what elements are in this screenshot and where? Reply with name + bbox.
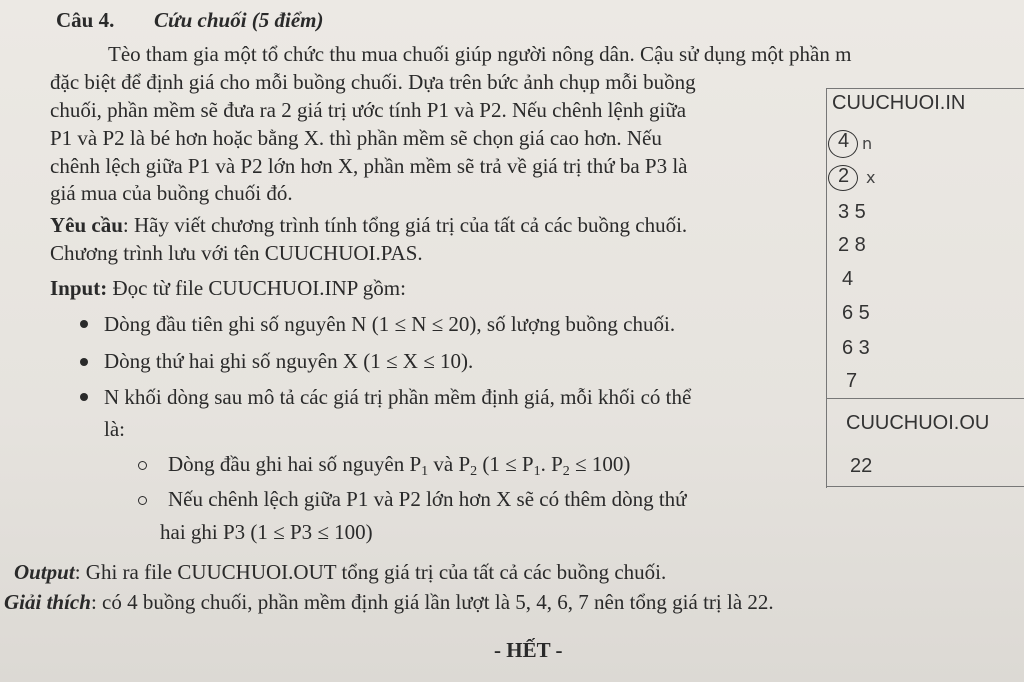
input-line — [50, 276, 406, 300]
sample-output-header: CUUCHUOI.OU — [846, 412, 990, 434]
sample-input-line: 2 — [838, 165, 850, 187]
sub-bullet-1-text-b: và P — [428, 452, 471, 476]
requirement-line-1 — [50, 213, 687, 237]
output-text: : Ghi ra file CUUCHUOI.OUT tổng giá trị của tất cả các buồng chuối. — [74, 560, 667, 584]
bullet-dot — [80, 358, 88, 366]
table-top-rule — [826, 88, 1024, 89]
bullet-dot — [80, 393, 88, 401]
handwritten-circle — [828, 165, 858, 191]
sample-input-line: 6 5 — [842, 302, 870, 324]
input-label: Input: — [50, 276, 108, 300]
sample-input-header: CUUCHUOI.IN — [832, 92, 966, 114]
requirement-label: Yêu cầu — [50, 213, 123, 237]
question-title: Cứu chuối (5 điểm) — [154, 8, 324, 32]
subscript: 2 — [470, 464, 478, 479]
sample-output-line: 22 — [850, 455, 873, 477]
output-line — [14, 560, 666, 584]
handwritten-circle — [828, 130, 858, 158]
sample-input-line: 4 — [838, 130, 850, 152]
sub-bullet-1-text-e: ≤ 100) — [569, 452, 631, 476]
requirement-text: : Hãy viết chương trình tính tổng giá trị của tất cả các buồng chuối. — [122, 213, 688, 237]
question-number: Câu 4. — [56, 8, 115, 32]
input-text: Đọc từ file CUUCHUOI.INP gồm: — [107, 276, 406, 300]
requirement-line-2: Chương trình lưu với tên CUUCHUOI.PAS. — [50, 241, 423, 265]
end-marker: - HẾT - — [494, 638, 563, 662]
bullet-3-line-2: là: — [104, 417, 125, 441]
bullet-dot — [80, 320, 88, 328]
sub-bullet-2-line-2: hai ghi P3 (1 ≤ P3 ≤ 100) — [160, 520, 373, 544]
handwritten-mark: x — [866, 168, 876, 187]
handwritten-mark: n — [862, 134, 873, 153]
sub-bullet-ring — [138, 496, 147, 505]
para-line-1: Tèo tham gia một tổ chức thu mua chuối giúp người nông dân. Cậu sử dụng một phần m — [108, 42, 852, 66]
para-line-5: chênh lệch giữa P1 và P2 lớn hơn X, phần mềm sẽ trả về giá trị thứ ba P3 là — [50, 154, 688, 178]
explanation-text: : có 4 buồng chuối, phần mềm định giá lần lượt là 5, 4, 6, 7 nên tổng giá trị là 22. — [90, 590, 774, 614]
subscript: 1 — [533, 464, 541, 479]
para-line-6: giá mua của buồng chuối đó. — [50, 181, 293, 205]
bullet-3-line-1: N khối dòng sau mô tả các giá trị phần mềm định giá, mỗi khối có thể — [104, 385, 692, 409]
sub-bullet-1-text-c: (1 ≤ P — [477, 452, 534, 476]
sample-input-line: 7 — [846, 370, 858, 392]
sub-bullet-1-text-a: Dòng đầu ghi hai số nguyên P — [168, 452, 422, 476]
sub-bullet-2-line-1: Nếu chênh lệch giữa P1 và P2 lớn hơn X sẽ có thêm dòng thứ — [168, 487, 687, 511]
table-bottom-rule — [826, 486, 1024, 487]
table-mid-rule — [826, 398, 1024, 399]
sub-bullet-ring — [138, 461, 147, 470]
sample-input-line: 6 3 — [842, 337, 870, 359]
bullet-2: Dòng thứ hai ghi số nguyên X (1 ≤ X ≤ 10). — [104, 349, 474, 373]
bullet-1: Dòng đầu tiên ghi số nguyên N (1 ≤ N ≤ 20), số lượng buồng chuối. — [104, 312, 676, 336]
para-line-2: đặc biệt để định giá cho mỗi buồng chuối. Dựa trên bức ảnh chụp mỗi buồng — [50, 70, 696, 94]
sample-input-line: 4 — [842, 268, 854, 290]
sub-bullet-1-text-d: . P — [540, 452, 563, 476]
explanation-label: Giải thích — [4, 590, 91, 614]
para-line-3: chuối, phần mềm sẽ đưa ra 2 giá trị ước tính P1 và P2. Nếu chênh lệnh giữa — [50, 98, 687, 122]
sample-input-line: 2 8 — [838, 234, 866, 256]
para-line-4: P1 và P2 là bé hơn hoặc bằng X. thì phần mềm sẽ chọn giá cao hơn. Nếu — [50, 126, 662, 150]
sample-input-line: 3 5 — [838, 201, 866, 223]
table-left-rule — [826, 88, 827, 488]
subscript: 1 — [421, 464, 429, 479]
sub-bullet-1 — [168, 452, 630, 484]
explanation-line — [4, 590, 774, 614]
subscript: 2 — [562, 464, 570, 479]
output-label: Output — [14, 560, 75, 584]
